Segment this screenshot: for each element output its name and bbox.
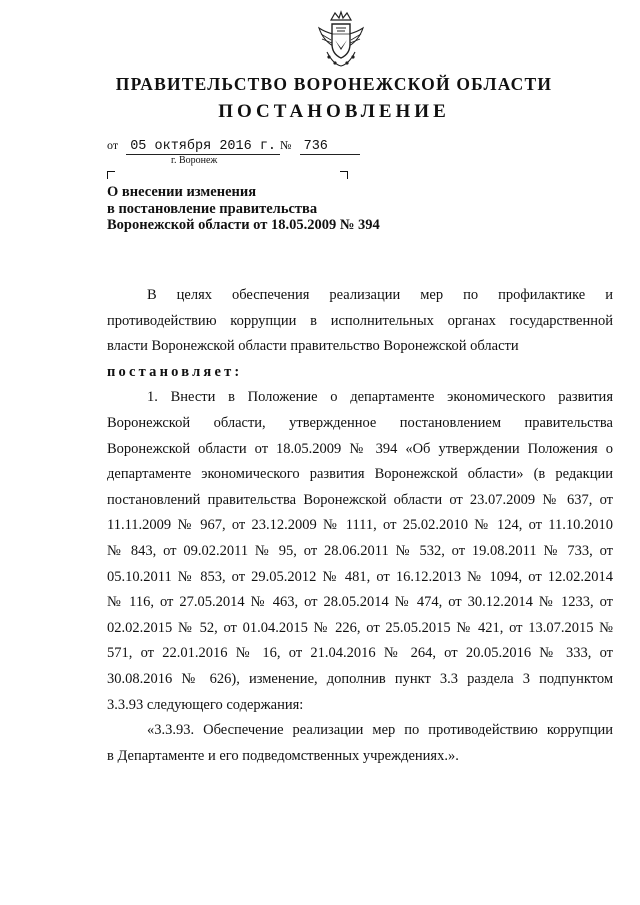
item-1-line: 1. Внести в Положение о департаменте экономического развития: [147, 389, 613, 406]
document-subject: [107, 184, 407, 234]
item-1-line: № 843, от 09.02.2011 № 95, от 28.06.2011 № 532, от 19.08.2011 № 733, от: [107, 542, 613, 559]
document-body: [107, 283, 613, 769]
item-1-line: 30.08.2016 № 626), изменение, дополнив пункт 3.3 раздела 3 подпунктом: [107, 670, 613, 687]
number-label: №: [280, 138, 292, 152]
item-1-line: постановлений правительства Воронежской области от 23.07.2009 № 637, от: [107, 491, 613, 508]
item-1-paragraph: [107, 385, 613, 718]
coat-of-arms-icon: [313, 10, 369, 70]
preamble-line: власти Воронежской области правительство Воронежской области: [107, 338, 519, 355]
subject-line: в постановление правительства: [107, 200, 318, 217]
organization-title: ПРАВИТЕЛЬСТВО ВОРОНЕЖСКОЙ ОБЛАСТИ: [115, 74, 553, 94]
quote-paragraph: [107, 718, 613, 769]
item-1-line: 11.11.2009 № 967, от 23.12.2009 № 1111, от 25.02.2010 № 124, от 11.10.2010: [107, 517, 613, 534]
item-1-line: 05.10.2011 № 853, от 29.05.2012 № 481, от 16.12.2013 № 1094, от 12.02.2014: [107, 568, 613, 585]
document-type-title: ПОСТАНОВЛЕНИЕ: [218, 101, 450, 122]
document-date: 05 октября 2016 г.: [126, 140, 280, 155]
item-1-line: департаменте экономического развития Воронежской области» (в редакции: [107, 466, 613, 483]
item-1-line: Воронежской области, утвержденное постановлением правительства: [107, 414, 613, 431]
document-number: 736: [300, 140, 360, 155]
item-1-line: 571, от 22.01.2016 № 16, от 21.04.2016 № 264, от 20.05.2016 № 333, от: [107, 645, 613, 662]
quote-line: в Департаменте и его подведомственных учреждениях.».: [107, 747, 459, 764]
item-1-line: Воронежской области от 18.05.2009 № 394 «Об утверждении Положения о: [107, 440, 613, 457]
item-1-line: 3.3.93 следующего содержания:: [107, 696, 304, 713]
subject-line: Воронежской области от 18.05.2009 № 394: [107, 217, 380, 233]
subject-bracket-right: [340, 171, 348, 179]
from-label: от: [107, 138, 119, 152]
preamble-paragraph: [107, 283, 613, 360]
preamble-line: В целях обеспечения реализации мер по профилактике и: [147, 287, 613, 303]
preamble-line: противодействию коррупции в исполнительных органах государственной: [107, 312, 613, 329]
resolves-keyword: постановляет:: [107, 363, 243, 380]
city-label: г. Воронеж: [171, 155, 218, 166]
subject-line: О внесении изменения: [107, 184, 257, 200]
subject-bracket-left: [107, 171, 115, 179]
item-1-line: № 116, от 27.05.2014 № 463, от 28.05.2014 № 474, от 30.12.2014 № 1233, от: [107, 594, 613, 611]
item-1-line: 02.02.2015 № 52, от 01.04.2015 № 226, от 25.05.2015 № 421, от 13.07.2015 №: [107, 619, 613, 636]
quote-line: «3.3.93. Обеспечение реализации мер по противодействию коррупции: [147, 722, 613, 739]
date-number-row: [107, 138, 360, 155]
